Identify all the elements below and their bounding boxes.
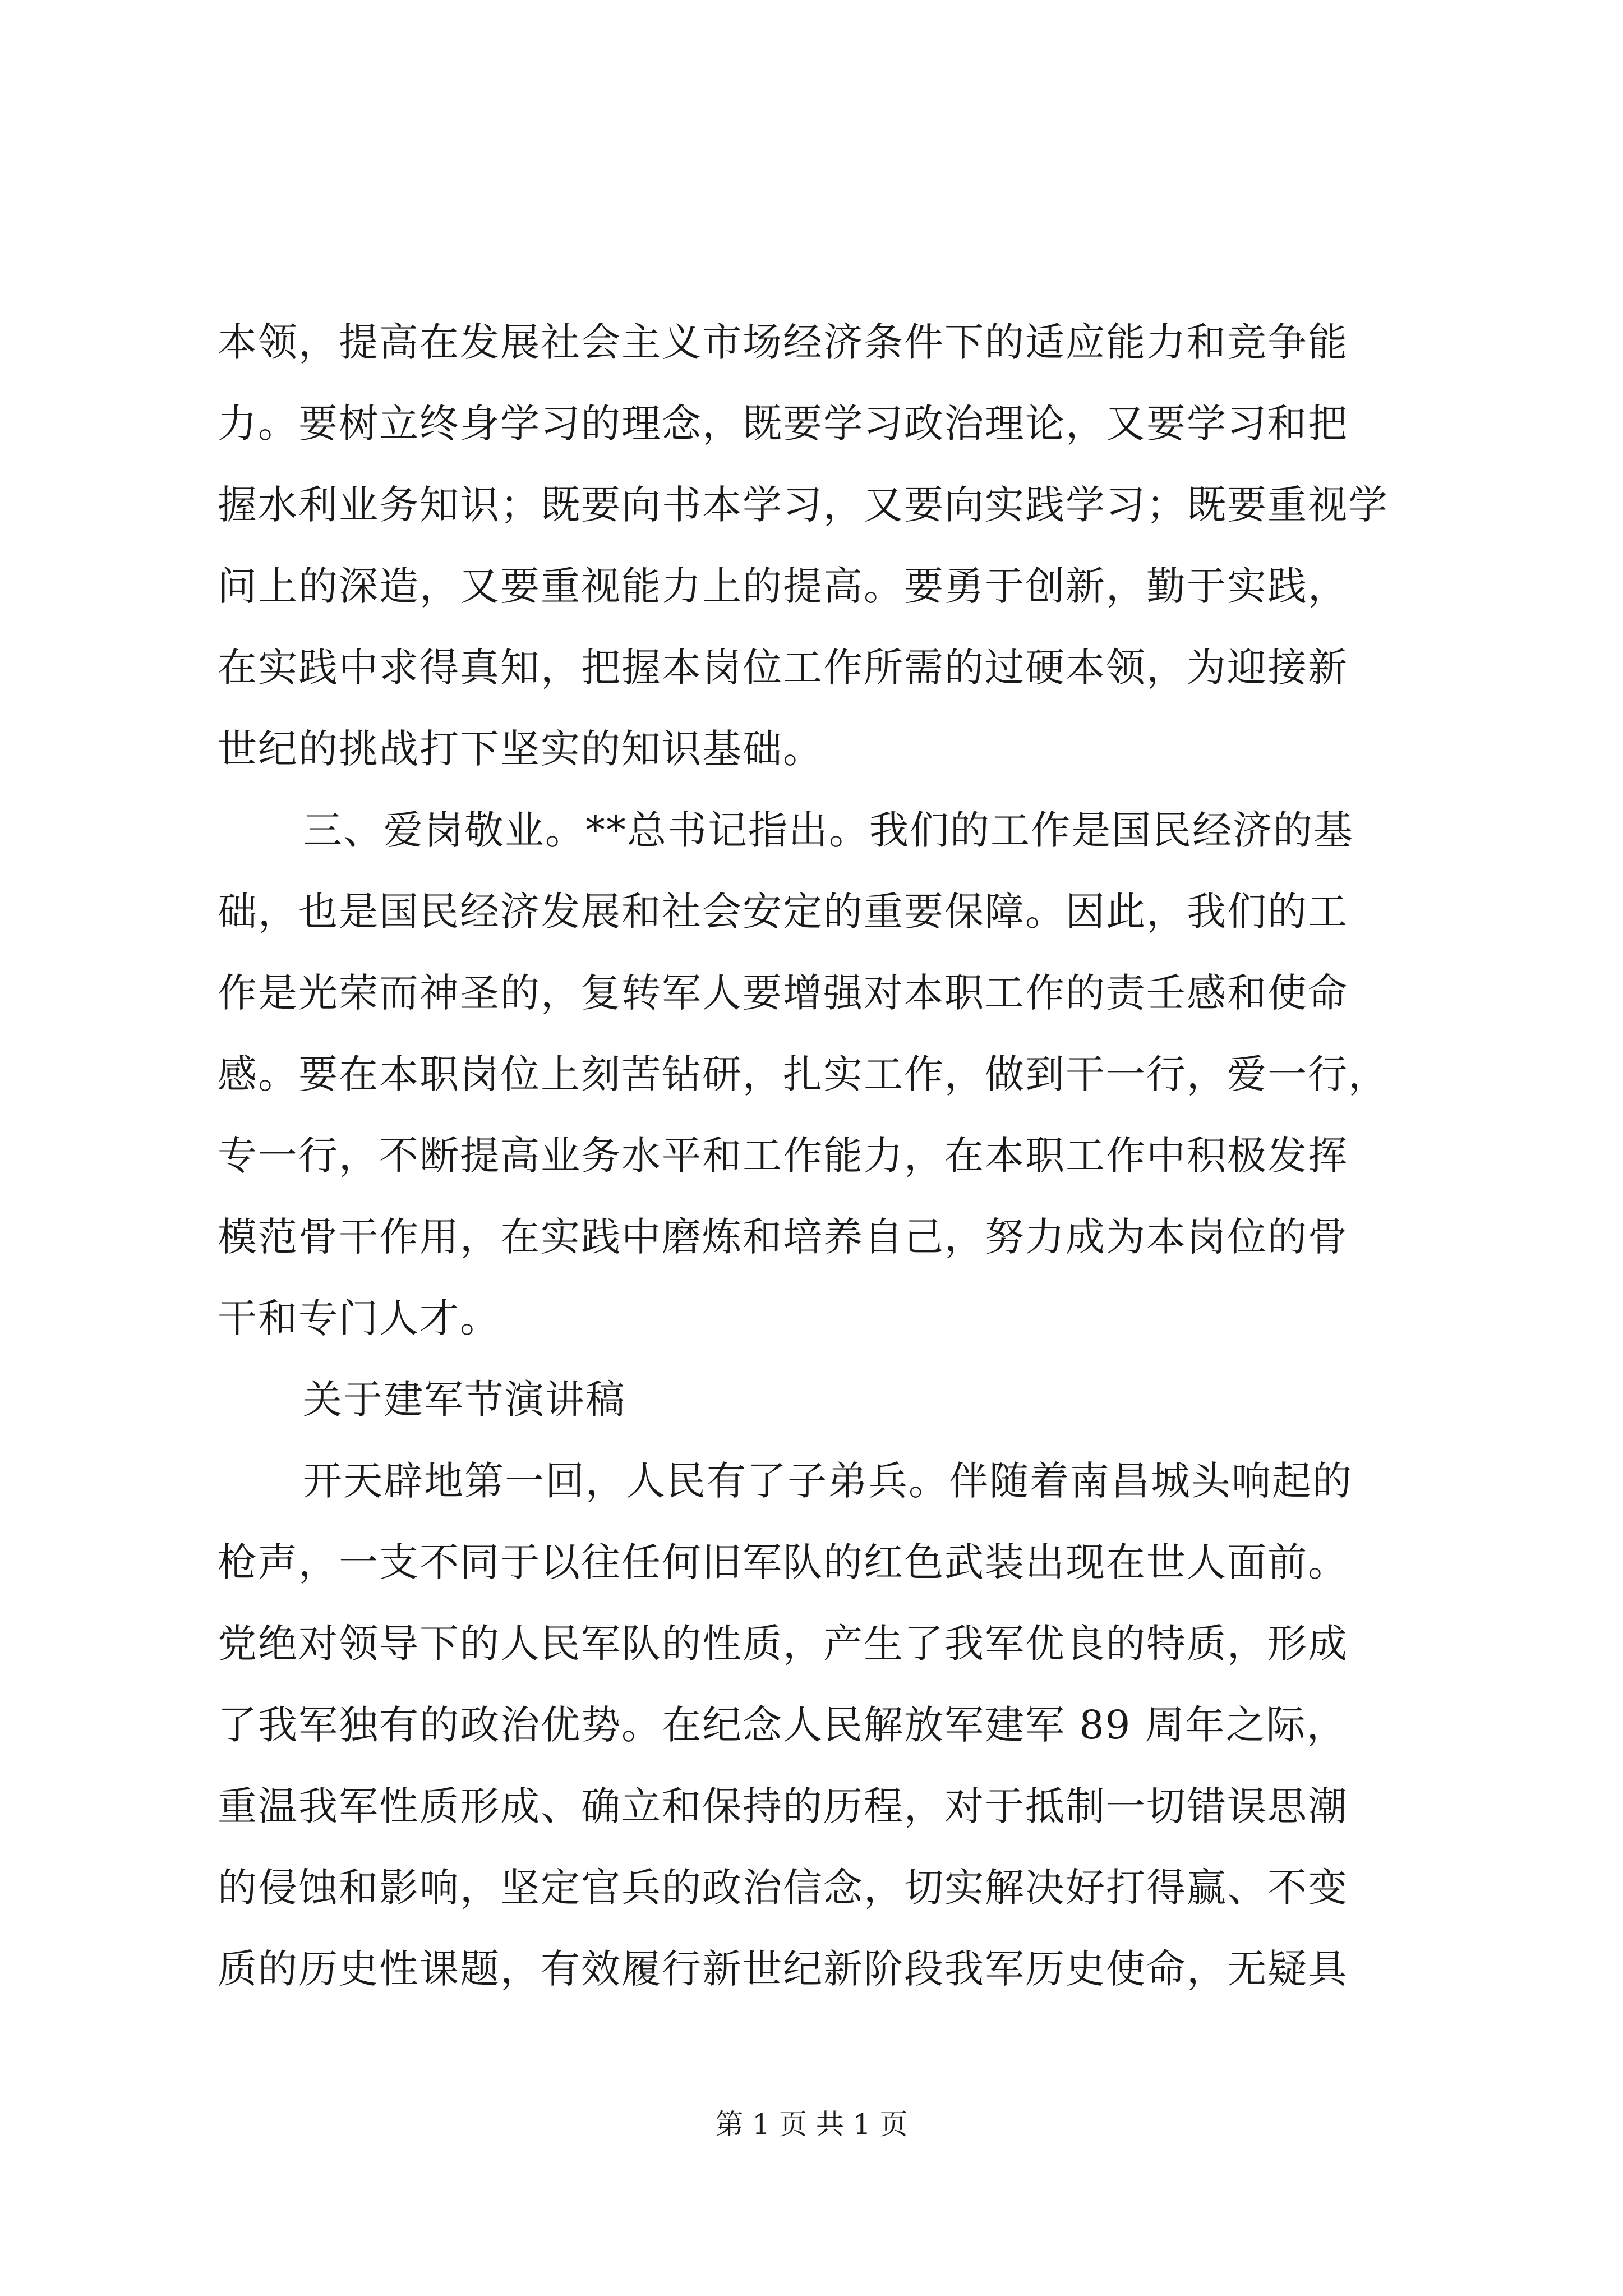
text-line: 握水利业务知识；既要向书本学习，又要向实践学习；既要重视学 bbox=[218, 482, 1389, 528]
text-line: 三、爱岗敬业。**总书记指出。我们的工作是国民经济的基 bbox=[303, 807, 1354, 853]
text-line: 力。要树立终身学习的理念，既要学习政治理论，又要学习和把 bbox=[218, 401, 1348, 447]
text-line: 专一行，不断提高业务水平和工作能力，在本职工作中积极发挥 bbox=[218, 1133, 1348, 1179]
text-line: 干和专门人才。 bbox=[218, 1295, 500, 1341]
text-line: 问上的深造，又要重视能力上的提高。要勇于创新，勤于实践， bbox=[218, 563, 1348, 609]
text-line: 世纪的挑战打下坚实的知识基础。 bbox=[218, 726, 823, 772]
text-line: 的侵蚀和影响，坚定官兵的政治信念，切实解决好打得赢、不变 bbox=[218, 1865, 1348, 1911]
text-line: 重温我军性质形成、确立和保持的历程，对于抵制一切错误思潮 bbox=[218, 1783, 1348, 1829]
text-line: 本领，提高在发展社会主义市场经济条件下的适应能力和竞争能 bbox=[218, 319, 1348, 365]
text-line: 模范骨干作用，在实践中磨炼和培养自己，努力成为本岗位的骨 bbox=[218, 1214, 1348, 1260]
text-line: 在实践中求得真知，把握本岗位工作所需的过硬本领，为迎接新 bbox=[218, 645, 1348, 691]
text-line: 关于建军节演讲稿 bbox=[303, 1377, 626, 1423]
text-line: 感。要在本职岗位上刻苦钻研，扎实工作，做到干一行，爱一行， bbox=[218, 1051, 1389, 1097]
text-line: 础，也是国民经济发展和社会安定的重要保障。因此，我们的工 bbox=[218, 889, 1348, 935]
text-line: 作是光荣而神圣的，复转军人要增强对本职工作的责壬感和使命 bbox=[218, 970, 1348, 1016]
text-line: 了我军独有的政治优势。在纪念人民解放军建军 89 周年之际， bbox=[218, 1702, 1347, 1748]
text-line: 枪声，一支不同于以往任何旧军队的红色武装出现在世人面前。 bbox=[218, 1539, 1348, 1585]
page-footer: 第 1 页 共 1 页 bbox=[715, 2108, 908, 2141]
text-line: 质的历史性课题，有效履行新世纪新阶段我军历史使命，无疑具 bbox=[218, 1946, 1348, 1992]
document-body bbox=[218, 302, 1405, 2010]
text-line: 党绝对领导下的人民军队的性质，产生了我军优良的特质，形成 bbox=[218, 1621, 1348, 1667]
text-line: 开天辟地第一回，人民有了子弟兵。伴随着南昌城头响起的 bbox=[303, 1458, 1353, 1504]
